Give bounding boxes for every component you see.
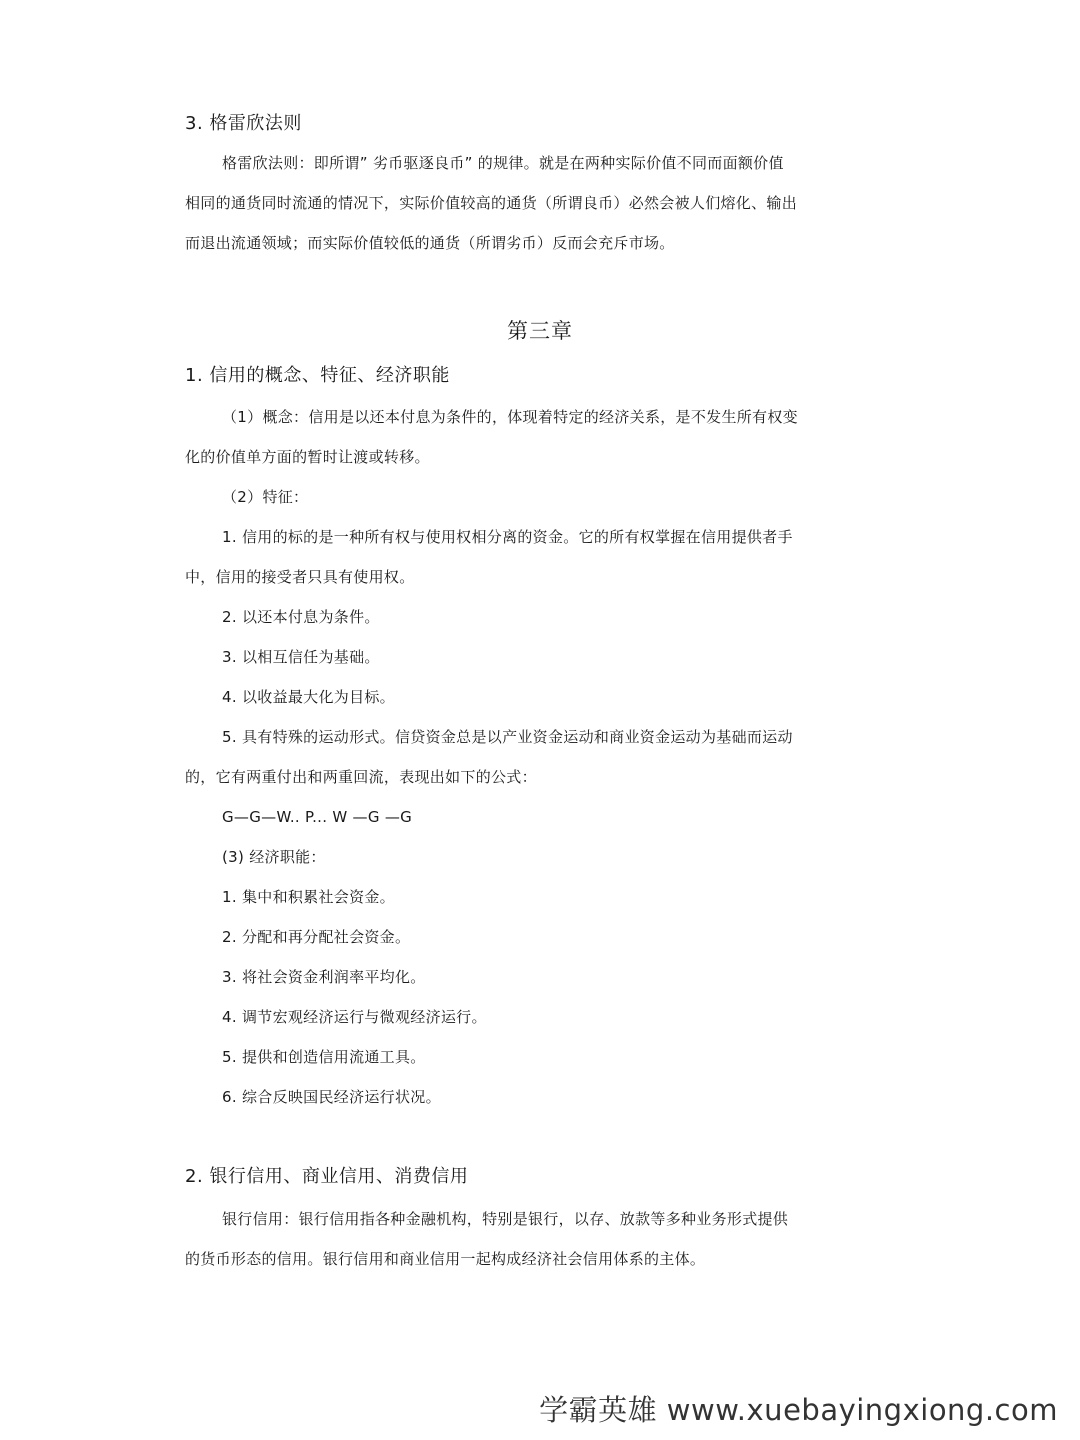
list-item: 1. 信用的标的是一种所有权与使用权相分离的资金。它的所有权掌握在信用提供者手 [222, 528, 793, 546]
list-item: 3. 将社会资金利润率平均化。 [222, 968, 426, 986]
site-watermark: 学霸英雄 www.xuebayingxiong.com [539, 1393, 1058, 1427]
paragraph-line: 格雷欣法则：即所谓” 劣币驱逐良币” 的规律。就是在两种实际价值不同而面额价值 [222, 154, 784, 172]
paragraph-line: 化的价值单方面的暂时让渡或转移。 [185, 448, 430, 466]
list-item: 4. 调节宏观经济运行与微观经济运行。 [222, 1008, 487, 1026]
list-item: 5. 提供和创造信用流通工具。 [222, 1048, 426, 1066]
paragraph-line: 的货币形态的信用。银行信用和商业信用一起构成经济社会信用体系的主体。 [185, 1250, 706, 1268]
list-item: 1. 集中和积累社会资金。 [222, 888, 395, 906]
paragraph-line: 银行信用：银行信用指各种金融机构，特别是银行，以存、放款等多种业务形式提供 [222, 1210, 789, 1228]
list-item: 3. 以相互信任为基础。 [222, 648, 380, 666]
subheading-functions: (3) 经济职能： [222, 848, 326, 866]
section-heading-credit-concept: 1. 信用的概念、特征、经济职能 [185, 365, 450, 386]
paragraph-line: 而退出流通领域；而实际价值较低的通货（所谓劣币）反而会充斥市场。 [185, 234, 675, 252]
subheading-features: （2）特征： [222, 488, 309, 506]
list-item: 5. 具有特殊的运动形式。信贷资金总是以产业资金运动和商业资金运动为基础而运动 [222, 728, 793, 746]
list-item: 2. 以还本付息为条件。 [222, 608, 380, 626]
list-item-continuation: 的，它有两重付出和两重回流，表现出如下的公式： [185, 768, 537, 786]
section-heading-credit-types: 2. 银行信用、商业信用、消费信用 [185, 1166, 469, 1187]
section-heading-greshams-law: 3. 格雷欣法则 [185, 113, 302, 134]
paragraph-line: （1）概念：信用是以还本付息为条件的，体现着特定的经济关系，是不发生所有权变 [222, 408, 798, 426]
list-item: 2. 分配和再分配社会资金。 [222, 928, 411, 946]
list-item: 6. 综合反映国民经济运行状况。 [222, 1088, 441, 1106]
list-item: 4. 以收益最大化为目标。 [222, 688, 395, 706]
list-item-continuation: 中，信用的接受者只具有使用权。 [185, 568, 415, 586]
chapter-title: 第三章 [507, 319, 573, 343]
formula: G—G—W.. P... W —G —G [222, 808, 413, 826]
paragraph-line: 相同的通货同时流通的情况下，实际价值较高的通货（所谓良币）必然会被人们熔化、输出 [185, 194, 798, 212]
